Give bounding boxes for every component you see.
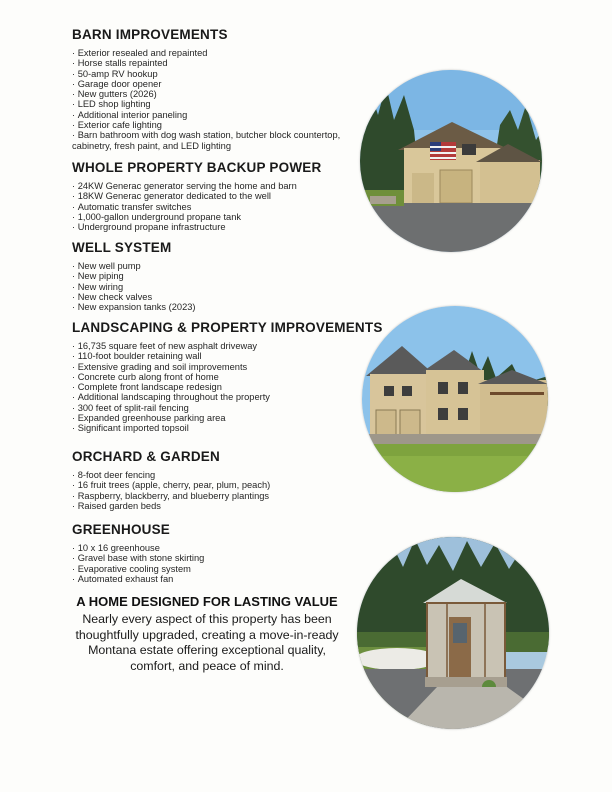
- list-item: · 16,735 square feet of new asphalt driveway: [72, 341, 372, 351]
- list-item: · Automated exhaust fan: [72, 574, 372, 584]
- list-item: · Garage door opener: [72, 79, 372, 89]
- list-item: · 50-amp RV hookup: [72, 69, 372, 79]
- list-item: · Horse stalls repainted: [72, 58, 372, 68]
- list-item: · Complete front landscape redesign: [72, 382, 372, 392]
- list-item: · 10 x 16 greenhouse: [72, 543, 372, 553]
- feature-list: [72, 470, 372, 511]
- list-item: · Raspberry, blackberry, and blueberry plantings: [72, 491, 372, 501]
- list-item: · Evaporative cooling system: [72, 564, 372, 574]
- list-item: · LED shop lighting: [72, 99, 372, 109]
- section-title: LANDSCAPING & PROPERTY IMPROVEMENTS: [72, 320, 383, 335]
- barn-improvements-section: [72, 27, 372, 151]
- greenhouse-section: [72, 522, 372, 584]
- list-item: · 16 fruit trees (apple, cherry, pear, plum, peach): [72, 480, 372, 490]
- list-item: · New gutters (2026): [72, 89, 372, 99]
- list-item: · Automatic transfer switches: [72, 202, 372, 212]
- list-item: · Expanded greenhouse parking area: [72, 413, 372, 423]
- list-item: · Gravel base with stone skirting: [72, 553, 372, 563]
- list-item: · 300 feet of split-rail fencing: [72, 403, 372, 413]
- list-item: · 110-foot boulder retaining wall: [72, 351, 372, 361]
- landscaping-section: [72, 320, 383, 434]
- closing-statement: [62, 594, 352, 674]
- list-item: · 1,000-gallon underground propane tank: [72, 212, 372, 222]
- feature-list: [72, 261, 372, 312]
- list-item: · 24KW Generac generator serving the home and barn: [72, 181, 372, 191]
- list-item: · Raised garden beds: [72, 501, 372, 511]
- list-item: · 18KW Generac generator dedicated to the well: [72, 191, 372, 201]
- section-title: ORCHARD & GARDEN: [72, 449, 220, 464]
- list-item: · New piping: [72, 271, 372, 281]
- orchard-garden-section: [72, 449, 372, 511]
- closing-line: Nearly every aspect of this property has been: [82, 612, 332, 626]
- greenhouse-photo: [357, 537, 549, 729]
- closing-paragraph: [62, 612, 352, 674]
- list-item: · Significant imported topsoil: [72, 423, 372, 433]
- well-system-section: [72, 240, 372, 312]
- closing-line: comfort, and peace of mind.: [130, 658, 284, 673]
- section-title: WELL SYSTEM: [72, 240, 172, 255]
- list-item: · Barn bathroom with dog wash station, butcher block countertop, cabinetry, fresh paint, and LED lighting: [72, 130, 372, 151]
- closing-line: thoughtfully upgraded, creating a move-in-ready: [75, 627, 339, 642]
- list-item: · Additional landscaping throughout the property: [72, 392, 372, 402]
- feature-list: [72, 543, 372, 584]
- list-item: · Exterior cafe lighting: [72, 120, 372, 130]
- closing-line: Montana estate offering exceptional quality,: [88, 643, 326, 657]
- list-item: · New check valves: [72, 292, 372, 302]
- feature-list: [72, 181, 372, 232]
- list-item: · Additional interior paneling: [72, 110, 372, 120]
- house-photo: [362, 306, 548, 492]
- list-item: · Concrete curb along front of home: [72, 372, 372, 382]
- barn-photo: [360, 70, 542, 252]
- section-title: GREENHOUSE: [72, 522, 171, 537]
- section-title: BARN IMPROVEMENTS: [72, 27, 228, 42]
- feature-list: [72, 48, 372, 151]
- list-item: · 8-foot deer fencing: [72, 470, 372, 480]
- feature-list: [72, 341, 372, 434]
- list-item: · New well pump: [72, 261, 372, 271]
- list-item: · Exterior resealed and repainted: [72, 48, 372, 58]
- list-item: · Underground propane infrastructure: [72, 222, 372, 232]
- closing-heading: A HOME DESIGNED FOR LASTING VALUE: [76, 594, 338, 609]
- section-title: WHOLE PROPERTY BACKUP POWER: [72, 160, 322, 175]
- list-item: · Extensive grading and soil improvements: [72, 362, 372, 372]
- list-item: · New wiring: [72, 282, 372, 292]
- list-item: · New expansion tanks (2023): [72, 302, 372, 312]
- backup-power-section: [72, 160, 372, 232]
